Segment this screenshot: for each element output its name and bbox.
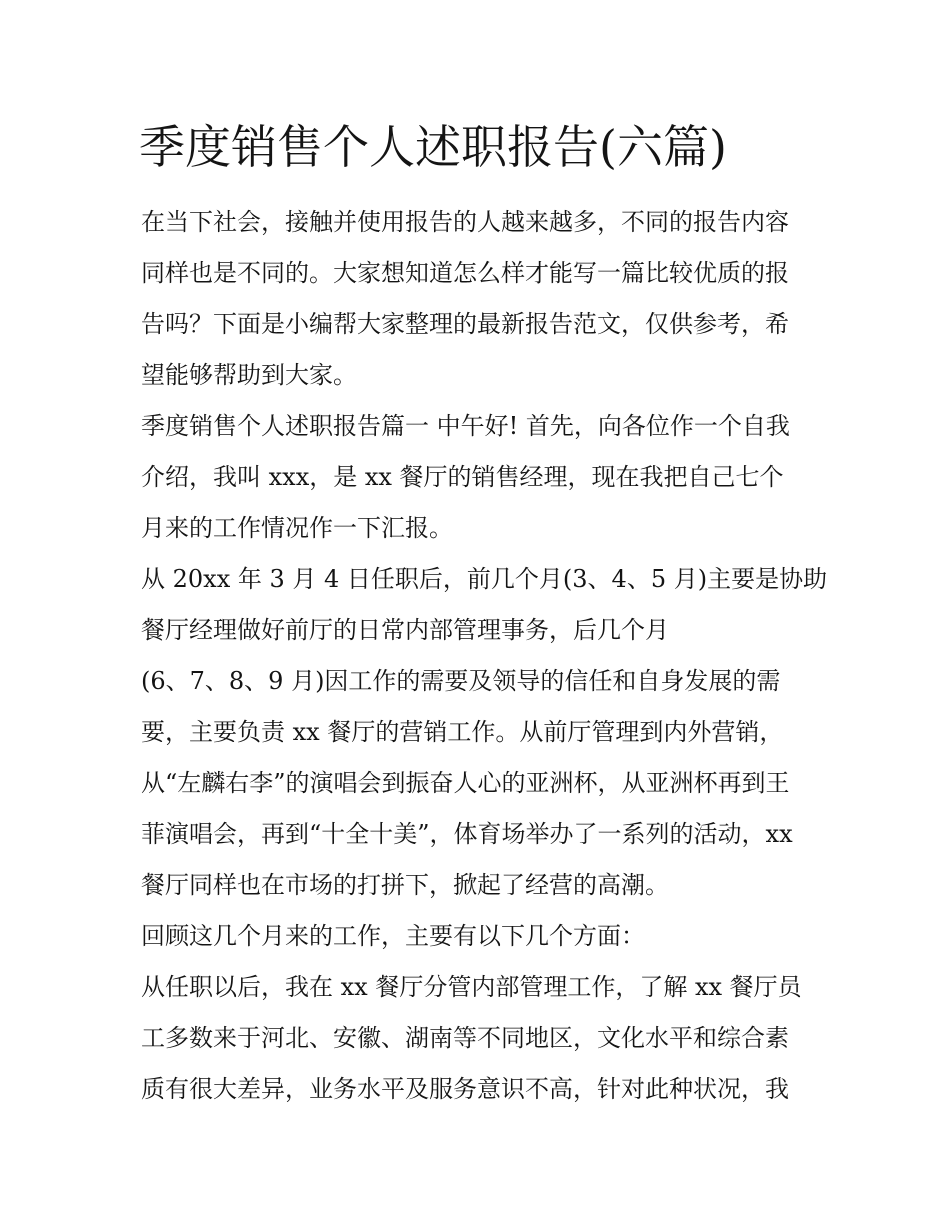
text-line: 从 20xx 年 3 月 4 日任职后，前几个月(3、4、5 月)主要是协助 <box>141 565 828 593</box>
text-line: 工多数来于河北、安徽、湖南等不同地区，文化水平和综合素 <box>141 1024 789 1052</box>
text-line: 回顾这几个月来的工作，主要有以下几个方面： <box>141 922 645 950</box>
document-body <box>141 197 828 1115</box>
text-line: 餐厅同样也在市场的打拼下，掀起了经营的高潮。 <box>141 871 669 899</box>
text-line: 从“左麟右李”的演唱会到振奋人心的亚洲杯，从亚洲杯再到王 <box>141 769 790 797</box>
text-line: 月来的工作情况作一下汇报。 <box>141 514 453 542</box>
text-line: 介绍，我叫 xxx，是 xx 餐厅的销售经理，现在我把自己七个 <box>141 463 784 491</box>
text-line: 同样也是不同的。大家想知道怎么样才能写一篇比较优质的报 <box>141 259 789 287</box>
text-line: 告吗？下面是小编帮大家整理的最新报告范文，仅供参考，希 <box>141 310 789 338</box>
text-line: (6、7、8、9 月)因工作的需要及领导的信任和自身发展的需 <box>141 667 781 695</box>
text-line: 餐厅经理做好前厅的日常内部管理事务，后几个月 <box>141 616 669 644</box>
text-line: 从任职以后，我在 xx 餐厅分管内部管理工作，了解 xx 餐厅员 <box>141 973 802 1001</box>
document-title: 季度销售个人述职报告(六篇) <box>139 120 727 174</box>
text-line: 要，主要负责 xx 餐厅的营销工作。从前厅管理到内外营销， <box>141 718 784 746</box>
text-line: 望能够帮助到大家。 <box>141 361 357 389</box>
text-line: 季度销售个人述职报告篇一 中午好! 首先，向各位作一个自我 <box>141 412 790 440</box>
text-line: 在当下社会，接触并使用报告的人越来越多，不同的报告内容 <box>141 208 789 236</box>
text-line: 菲演唱会，再到“十全十美”，体育场举办了一系列的活动，xx <box>141 820 793 848</box>
text-line: 质有很大差异，业务水平及服务意识不高，针对此种状况，我 <box>141 1075 789 1103</box>
